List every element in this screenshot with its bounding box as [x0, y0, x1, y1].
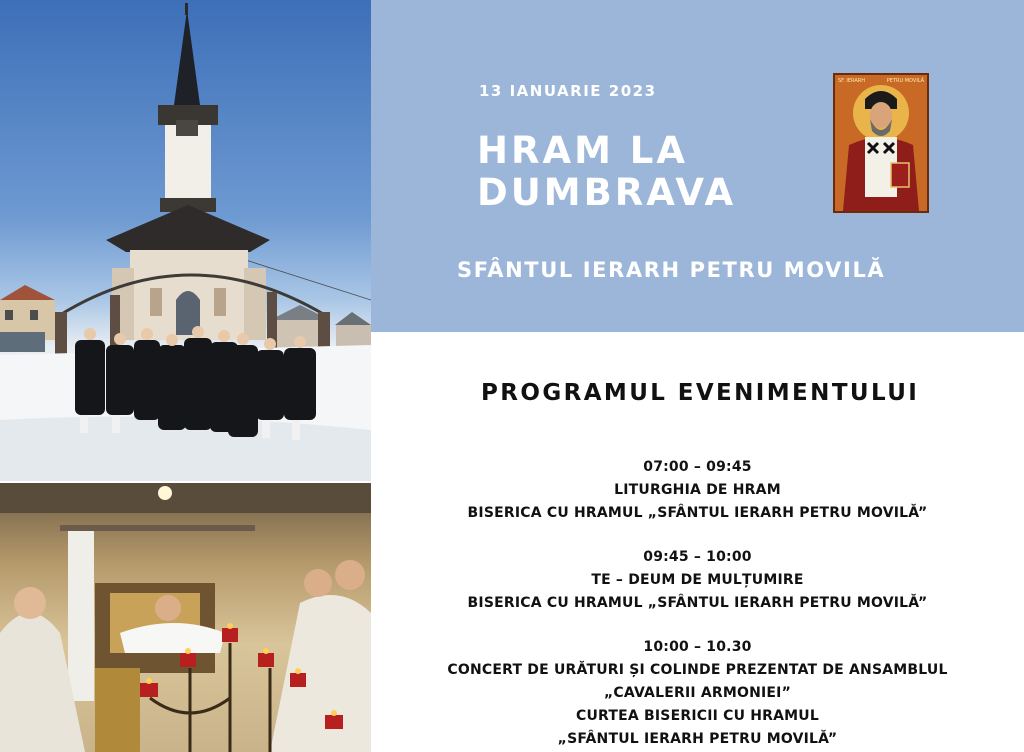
- schedule-event-name: CONCERT DE URĂTURI ȘI COLINDE PREZENTAT DE ANSAMBLUL: [447, 662, 948, 678]
- event-title-line-2: DUMBRAVA: [477, 171, 737, 214]
- schedule-time: 07:00 – 09:45: [643, 459, 752, 475]
- schedule-event-name: TE – DEUM DE MULȚUMIRE: [591, 572, 804, 588]
- schedule-location-cont: „SFÂNTUL IERARH PETRU MOVILĂ”: [557, 731, 838, 747]
- church-photo-illustration: [0, 0, 371, 483]
- saint-icon-illustration: [835, 75, 927, 211]
- event-title: [477, 130, 797, 214]
- saint-icon-caption-left: SF. IERARH: [838, 78, 865, 84]
- service-photo-illustration: [0, 483, 371, 752]
- schedule-item: [371, 546, 1024, 615]
- program-panel: [371, 332, 1024, 752]
- event-subtitle: SFÂNTUL IERARH PETRU MOVILĂ: [457, 258, 886, 282]
- schedule-item: [371, 456, 1024, 525]
- program-heading: PROGRAMUL EVENIMENTULUI: [481, 380, 920, 406]
- schedule-event-name: LITURGHIA DE HRAM: [614, 482, 781, 498]
- schedule-item: [371, 636, 1024, 751]
- schedule-event-name-cont: „CAVALERII ARMONIEI”: [604, 685, 791, 701]
- schedule-location: CURTEA BISERICII CU HRAMUL: [576, 708, 819, 724]
- header-panel: [371, 0, 1024, 332]
- schedule-location: BISERICA CU HRAMUL „SFÂNTUL IERARH PETRU MOVILĂ”: [467, 505, 928, 521]
- schedule-list: [371, 456, 1024, 752]
- photo-column: [0, 0, 371, 752]
- service-photo: [0, 483, 371, 752]
- event-date: 13 IANUARIE 2023: [479, 82, 657, 100]
- schedule-time: 09:45 – 10:00: [643, 549, 752, 565]
- schedule-time: 10:00 – 10.30: [643, 639, 752, 655]
- schedule-location: BISERICA CU HRAMUL „SFÂNTUL IERARH PETRU MOVILĂ”: [467, 595, 928, 611]
- saint-icon-caption-right: PETRU MOVILĂ: [886, 78, 924, 84]
- saint-icon-image: [833, 73, 929, 213]
- church-photo: [0, 0, 371, 483]
- event-title-line-1: HRAM LA: [477, 129, 689, 172]
